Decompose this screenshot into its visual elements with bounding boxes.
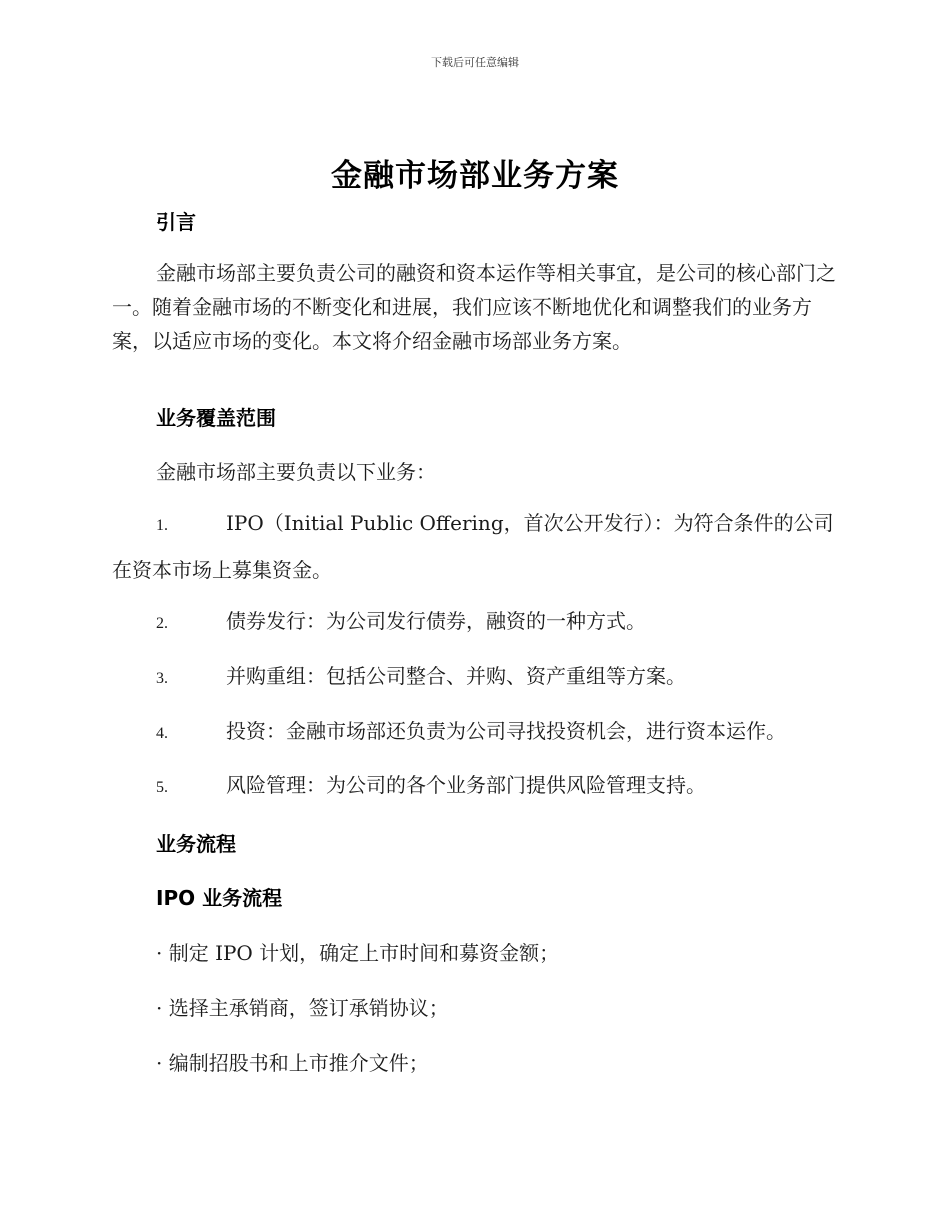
list-number: 4. bbox=[156, 725, 168, 742]
ipo-step: · 制定 IPO 计划，确定上市时间和募资金额； bbox=[156, 941, 560, 965]
list-item bbox=[112, 763, 842, 810]
list-item bbox=[112, 654, 842, 701]
scope-lead: 金融市场部主要负责以下业务： bbox=[156, 460, 436, 484]
list-number: 1. bbox=[156, 517, 168, 534]
list-item bbox=[112, 599, 842, 646]
list-number: 5. bbox=[156, 779, 168, 796]
intro-paragraph bbox=[112, 256, 842, 358]
list-number: 3. bbox=[156, 670, 168, 687]
list-text: IPO（Initial Public Offering，首次公开发行）：为符合条件的公司在资本市场上募集资金。 bbox=[112, 511, 834, 582]
scope-heading: 业务覆盖范围 bbox=[156, 406, 276, 430]
document-title: 金融市场部业务方案 bbox=[331, 158, 619, 194]
list-number: 2. bbox=[156, 615, 168, 632]
intro-heading: 引言 bbox=[156, 210, 196, 234]
list-text: 风险管理：为公司的各个业务部门提供风险管理支持。 bbox=[226, 773, 706, 797]
list-item bbox=[112, 709, 842, 756]
list-text: 并购重组：包括公司整合、并购、资产重组等方案。 bbox=[226, 664, 686, 688]
intro-text: 金融市场部主要负责公司的融资和资本运作等相关事宜，是公司的核心部门之一。随着金融市场的不断变化和进展，我们应该不断地优化和调整我们的业务方案，以适应市场的变化。本文将介绍金融市场部业务方案。 bbox=[112, 261, 836, 353]
list-text: 投资：金融市场部还负责为公司寻找投资机会，进行资本运作。 bbox=[226, 719, 786, 743]
list-text: 债券发行：为公司发行债券，融资的一种方式。 bbox=[226, 609, 646, 633]
ipo-process-heading: IPO 业务流程 bbox=[156, 886, 283, 910]
header-note: 下载后可任意编辑 bbox=[431, 56, 519, 69]
ipo-step: · 编制招股书和上市推介文件； bbox=[156, 1051, 429, 1075]
process-heading: 业务流程 bbox=[156, 832, 236, 856]
ipo-step: · 选择主承销商，签订承销协议； bbox=[156, 996, 449, 1020]
list-item bbox=[112, 501, 842, 592]
